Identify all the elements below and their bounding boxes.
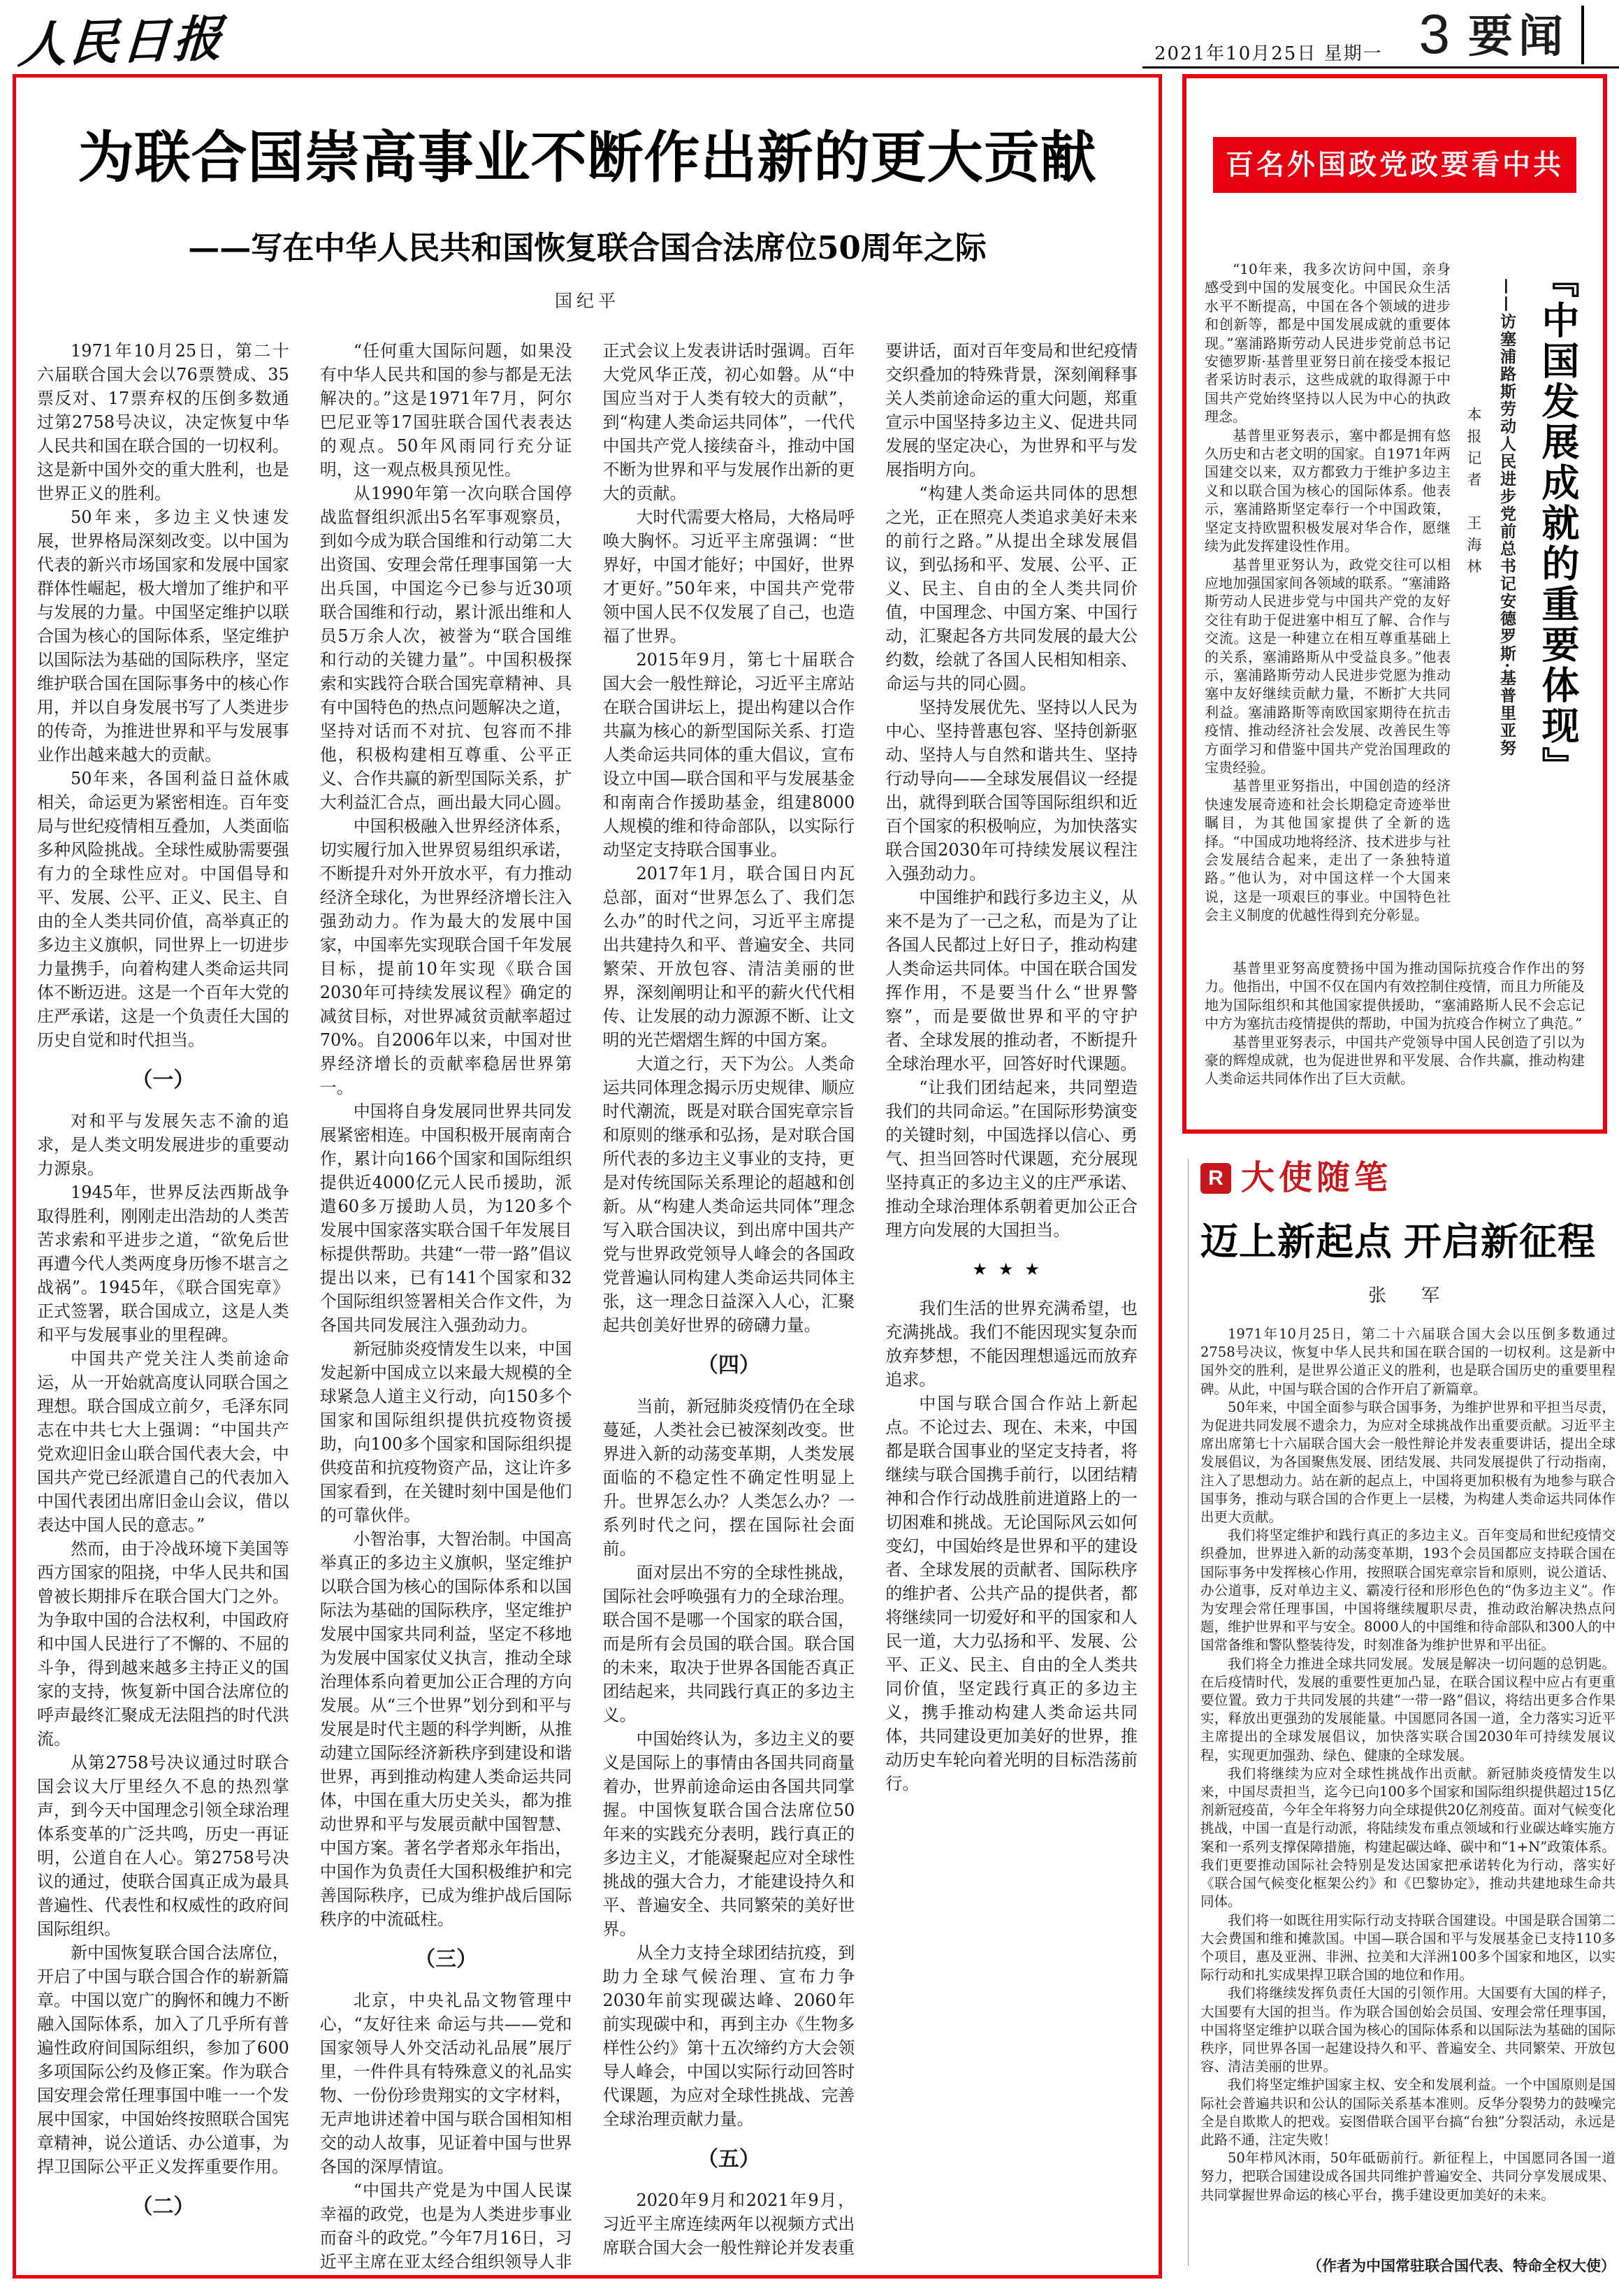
essay-label xyxy=(1200,1162,1616,1195)
page-section-label: 要闻 xyxy=(1468,11,1569,62)
essay-author: 张 军 xyxy=(1367,1285,1448,1306)
paragraph: 2015年9月，第七十届联合国大会一般性辩论，习近平主席站在联合国讲坛上，提出构建以合作共赢为核心的新型国际关系、打造人类命运共同体的重大倡议，宣布设立中国—联合国和平与发展基金和南南合作援助基金，组建8000人规模的维和待命部队，以实际行动坚定支持联合国事业。 xyxy=(602,650,855,860)
section-marker: （二） xyxy=(131,2195,195,2219)
paragraph: 基普里亚努高度赞扬中国为推动国际抗疫合作作出的努力。他指出，中国不仅在国内有效控制住疫情，而且力所能及地为国际组织和其他国家提供援助，“塞浦路斯人民不会忘记中方为塞抗击疫情提供的帮助，中国为抗疫合作树立了典范。” xyxy=(1205,960,1585,1032)
pagehead xyxy=(1419,4,1596,64)
paragraph: 我们将继续为应对全球性挑战作出贡献。新冠肺炎疫情发生以来，中国尽责担当，迄今已向100多个国家和国际组织提供超过15亿剂新冠疫苗，今年全年将努力向全球提供20亿剂疫苗。面对气候变化挑战，中国一直是行动派，将陆续发布重点领域和行业碳达峰实施方案和一系列支撑保障措施，构建起碳达峰、碳中和“1+N”政策体系。我们更要推动国际社会特别是发达国家把承诺转化为行动，落实好《联合国气候变化框架公约》和《巴黎协定》，推动共建地球生命共同体。 xyxy=(1200,1765,1616,1910)
paragraph: 中国积极融入世界经济体系，切实履行加入世界贸易组织承诺，不断提升对外开放水平，有力推动经济全球化，为世界经济增长注入强劲动力。作为最大的发展中国家，中国率先实现联合国千年发展目标，提前10年实现《联合国2030年可持续发展议程》确定的减贫目标，对世界减贫贡献率超过70%。自2006年以来，中国对世界经济增长的贡献率稳居世界第一。 xyxy=(319,816,572,1097)
masthead-logo: 人民日报 xyxy=(16,8,226,75)
paragraph: 1971年10月25日，第二十六届联合国大会以76票赞成、35票反对、17票弃权的压倒多数通过第2758号决议，决定恢复中华人民共和国在联合国的一切权利。这是新中国外交的重大胜利，也是世界正义的胜利。 xyxy=(37,341,289,503)
paragraph: “构建人类命运共同体的思想之光，正在照亮人类追求美好未来的前行之路。”从提出全球发展倡议，到弘扬和平、发展、公平、正义、民主、自由的全人类共同价值，中国理念、中国方案、中国行动，汇聚起各方共同发展的最大公约数，绘就了各国人民相知相亲、命运与共的同心圆。 xyxy=(885,484,1138,693)
main-byline: 国纪平 xyxy=(554,291,620,311)
party-views-vertical-title-block xyxy=(1463,260,1585,945)
paragraph: 1945年，世界反法西斯战争取得胜利，刚刚走出浩劫的人类苦苦求索和平进步之道，“欲免后世再遭今代人类两度身历惨不堪言之战祸”。1945年，《联合国宪章》正式签署，联合国成立，这是人类和平与发展事业的里程碑。 xyxy=(37,1183,289,1345)
page-number: 3 xyxy=(1418,3,1450,65)
paragraph: 北京，中央礼品文物管理中心，“友好往来 命运与共——党和国家领导人外交活动礼品展”展厅里，一件件具有特殊意义的礼品实物、一份份珍贵翔实的文字材料，无声地讲述着中国与联合国相知相交的动人故事，见证着中国与世界各国的深厚情谊。 xyxy=(319,1991,572,2176)
section-marker: （三） xyxy=(414,1947,478,1972)
party-views-banner: 百名外国政党政要看中共 xyxy=(1213,137,1576,193)
paragraph: “让我们团结起来，共同塑造我们的共同命运。”在国际形势演变的关键时刻，中国选择以信心、勇气、担当回答时代课题，充分展现坚持真正的多边主义的庄严承诺、推动全球治理体系朝着更加公正合理方向发展的大国担当。 xyxy=(885,1078,1138,1240)
paragraph: 基普里亚努表示，中国共产党领导中国人民创造了引以为豪的辉煌成就，也为促进世界和平发展、合作共赢，推动构建人类命运共同体作出了巨大贡献。 xyxy=(1205,1033,1585,1088)
paragraph: 基普里亚努认为，政党交往可以相应地加强国家间各领域的联系。“塞浦路斯劳动人民进步党与中国共产党的友好交往有助于促进塞中相互了解、合作与交流。这是一种建立在相互尊重基础上的关系，塞浦路斯从中受益良多。”他表示，塞浦路斯劳动人民进步党愿为推动塞中友好继续贡献力量，不断扩大共同利益。塞浦路斯等南欧国家期待在抗击疫情、推动经济社会发展、改善民生等方面学习和借鉴中国共产党治国理政的宝贵经验。 xyxy=(1205,556,1451,776)
paragraph: 然而，由于冷战环境下美国等西方国家的阻挠，中华人民共和国曾被长期排斥在联合国大门之外。为争取中国的合法权利，中国政府和中国人民进行了不懈的、不屈的斗争，得到越来越多主持正义的国家的支持，恢复新中国合法席位的呼声最终汇聚成无法阻挡的时代洪流。 xyxy=(37,1539,289,1749)
paragraph: 中国将自身发展同世界共同发展紧密相连。中国积极开展南南合作，累计向166个国家和国际组织提供近4000亿元人民币援助，派遣60多万援助人员，为120多个发展中国家落实联合国千年发展目标提供帮助。共建“一带一路”倡议提出以来，已有141个国家和32个国际组织签署相关合作文件，为各国共同发展注入强劲动力。 xyxy=(319,1102,572,1335)
page-corner-mark xyxy=(1581,6,1595,64)
paragraph: 基普里亚努指出，中国创造的经济快速发展奇迹和社会长期稳定奇迹举世瞩目，为其他国家提供了全新的选择。“中国成功地将经济、技术进步与社会发展结合起来，走出了一条独特道路。”他认为，对中国这样一个大国来说，这是一项艰巨的事业。中国特色社会主义制度的优越性得到充分彰显。 xyxy=(1205,777,1451,924)
column-divider-rule xyxy=(1188,1159,1189,2266)
vertical-subtitle: ——访塞浦路斯劳动人民进步党前总书记安德罗斯·基普里亚努 xyxy=(1497,278,1516,758)
vertical-byline: 本报记者 王海林 xyxy=(1465,407,1482,580)
paragraph: 1971年10月25日，第二十六届联合国大会以压倒多数通过2758号决议，恢复中华人民共和国在联合国的一切权利。这是新中国外交的胜利，是世界公道正义的胜利，也是联合国历史的重要里程碑。从此，中国与联合国的合作开启了新篇章。 xyxy=(1200,1326,1616,1397)
party-views-main xyxy=(1205,260,1585,949)
paragraph: 50年来，中国全面参与联合国事务，为维护世界和平担当尽责，为促进共同发展不遗余力，为应对全球挑战作出重要贡献。习近平主席出席第七十六届联合国大会一般性辩论并发表重要讲话，提出全球发展倡议，为各国聚焦发展、团结发展、共同发展提供了行动指南，注入了思想动力。站在新的起点上，中国将更加积极有为地参与联合国事务，推动与联合国的合作更上一层楼，为构建人类命运共同体作出更大贡献。 xyxy=(1200,1399,1616,1526)
paragraph: 我们将一如既往用实际行动支持联合国建设。中国是联合国第二大会费国和维和摊款国。中国—联合国和平与发展基金已支持110多个项目，惠及亚洲、非洲、拉美和大洋洲100多个国家和地区，以实际行动和扎实成果捍卫联合国的地位和作用。 xyxy=(1200,1912,1616,1984)
paragraph: “10年来，我多次访问中国，亲身感受到中国的发展变化。中国民众生活水平不断提高，中国在各个领域的进步和创新等，都是中国发展成就的重要体现。”塞浦路斯劳动人民进步党前总书记安德罗斯·基普里亚努日前在接受本报记者采访时表示，这些成就的取得源于中国共产党始终坚持以人民为中心的执政理念。 xyxy=(1205,261,1451,426)
paragraph: 大道之行，天下为公。人类命运共同体理念揭示历史规律、顺应时代潮流，既是对联合国宪章宗旨和原则的继承和弘扬，是对联合国所代表的多边主义事业的支持，更是对传统国际关系理论的超越和创新。从“构建人类命运共同体”理念写入联合国决议，到出席中国共产党与世界政党领导人峰会的各国政党普遍认同构建人类命运共同体主张，这一理念日益深入人心，汇聚起共创美好世界的磅礴力量。 xyxy=(602,1054,855,1335)
paragraph: 我们将坚定维护和践行真正的多边主义。百年变局和世纪疫情交织叠加，世界进入新的动荡变革期，193个会员国都应支持联合国在国际事务中发挥核心作用，按照联合国宪章宗旨和原则，说公道话、办公道事，反对单边主义、霸凌行径和形形色色的“伪多边主义”。作为安理会常任理事国，中国将继续履职尽责，推动政治解决热点问题，维护世界和平与安全。8000人的中国维和待命部队和300人的中国常备维和警队整装待发，时刻准备为维护世界和平出征。 xyxy=(1200,1527,1616,1654)
paragraph: 基普里亚努表示，塞中都是拥有悠久历史和古老文明的国家。自1971年两国建交以来，双方都致力于维护多边主义和以联合国为核心的国际体系。他表示，塞浦路斯坚定奉行一个中国政策，坚定支持欧盟积极发展对华合作，愿继续为此发挥建设性作用。 xyxy=(1205,426,1451,555)
essay-author-note: （作者为中国常驻联合国代表、特命全权大使） xyxy=(1307,2258,1616,2274)
party-views-text-column xyxy=(1205,260,1451,949)
paragraph: 中国共产党关注人类前途命运，从一开始就高度认同联合国之理想。联合国成立前夕，毛泽东同志在中共七大上强调：“中国共产党欢迎旧金山联合国代表大会，中国共产党已经派遣自己的代表加入中国代表团出席旧金山会议，借以表达中国人民的意志。” xyxy=(37,1349,289,1535)
paragraph: 50年栉风沐雨，50年砥砺前行。新征程上，中国愿同各国一道努力，把联合国建设成各国共同维护普遍安全、共同分享发展成果、共同掌握世界命运的核心平台，携手建设更加美好的未来。 xyxy=(1200,2150,1616,2203)
paragraph: 从1990年第一次向联合国停战监督组织派出5名军事观察员，到如今成为联合国维和行动第二大出资国、安理会常任理事国第一大出兵国，中国迄今已参与近30项联合国维和行动，累计派出维和人员5万余人次，被誉为“联合国维和行动的关键力量”。中国积极探索和实践符合联合国宪章精神、具有中国特色的热点问题解决之道，坚持对话而不对抗、包容而不排他，积极构建相互尊重、公平正义、合作共赢的新型国际关系，扩大利益汇合点，画出最大同心圆。 xyxy=(319,484,572,812)
paragraph: 中国与联合国合作站上新起点。不论过去、现在、未来，中国都是联合国事业的坚定支持者，将继续与联合国携手前行，以团结精神和合作行动战胜前进道路上的一切困难和挑战。无论国际风云如何变幻，中国始终是世界和平的建设者、全球发展的贡献者、国际秩序的维护者、公共产品的提供者，都将继续同一切爱好和平的国家和人民一道，大力弘扬和平、发展、公平、正义、民主、自由的全人类共同价值，坚定践行真正的多边主义，携手推动构建人类命运共同体，共同建设更加美好的世界，推动历史车轮向着光明的目标浩荡前行。 xyxy=(885,1394,1138,1793)
paragraph: 大时代需要大格局，大格局呼唤大胸怀。习近平主席强调：“世界好，中国才能好；中国好，世界才更好。”50年来，中国共产党带领中国人民不仅发展了自己，也造福了世界。 xyxy=(602,507,855,646)
paragraph: 新冠肺炎疫情发生以来，中国发起新中国成立以来最大规模的全球紧急人道主义行动，向150多个国家和国际组织提供抗疫物资援助，向100多个国家和国际组织提供疫苗和抗疫物资产品，这让许多国家看到，在关键时刻中国是他们的可靠伙伴。 xyxy=(319,1339,572,1525)
main-article-body xyxy=(37,339,1138,2274)
paragraph: 我们将坚定维护国家主权、安全和发展利益。一个中国原则是国际社会普遍共识和公认的国际关系基本准则。反华分裂势力的鼓噪完全是自欺欺人的把戏。妄图借联合国平台搞“台独”分裂活动，永远是此路不通，注定失败！ xyxy=(1200,2077,1616,2148)
main-article-box xyxy=(13,74,1162,2279)
paragraph: 我们将继续发挥负责任大国的引领作用。大国要有大国的样子，大国要有大国的担当。作为联合国创始会员国、安理会常任理事国，中国将坚定维护以联合国为核心的国际体系和以国际法为基础的国际秩序，同世界各国一起建设持久和平、普遍安全、共同繁荣、开放包容、清洁美丽的世界。 xyxy=(1200,1985,1616,2075)
paragraph: 2017年1月，联合国日内瓦总部，面对“世界怎么了、我们怎么办”的时代之问，习近平主席提出共建持久和平、普遍安全、共同繁荣、开放包容、清洁美丽的世界，深刻阐明让和平的薪火代代相传、让发展的动力源源不断、让文明的光芒熠熠生辉的中国方案。 xyxy=(602,864,855,1050)
section-marker: （四） xyxy=(697,1353,760,1378)
paragraph: 对和平与发展矢志不渝的追求，是人类文明发展进步的重要动力源泉。 xyxy=(37,1111,289,1178)
rmrb-r-logo-icon: R xyxy=(1200,1163,1231,1194)
vertical-headline: 『中国发展成就的重要体现』 xyxy=(1537,260,1578,787)
paragraph: 50年来，各国利益日益休戚相关，命运更为紧密相连。百年变局与世纪疫情相互叠加，人类面临多种风险挑战。全球性威胁需要强有力的全球性应对。中国倡导和平、发展、公平、正义、民主、自由的全人类共同价值，高举真正的多边主义旗帜，同世界上一切进步力量携手，向着构建人类命运共同体不断迈进。这是一个百年大党的庄严承诺，这是一个负责任大国的历史自觉和时代担当。 xyxy=(37,769,289,1050)
paragraph: 中国维护和践行多边主义，从来不是为了一己之私，而是为了让各国人民都过上好日子，推动构建人类命运共同体。中国在联合国发挥作用，不是要当什么“世界警察”，而是要做世界和平的守护者、全球发展的推动者，不断提升全球治理水平，回答好时代课题。 xyxy=(885,888,1138,1074)
party-views-wide-text xyxy=(1205,959,1585,1109)
paragraph: 新中国恢复联合国合法席位，开启了中国与联合国合作的崭新篇章。中国以宽广的胸怀和魄力不断融入国际体系，加入了几乎所有普遍性政府间国际组织，参加了600多项国际公约及修正案。作为联合国安理会常任理事国中唯一一个发展中国家，中国始终按照联合国宪章精神，说公道话、办公道事，为捍卫国际公平正义发挥重要作用。 xyxy=(37,1943,289,2176)
section-marker: （一） xyxy=(131,1068,195,1092)
paragraph: 当前，新冠肺炎疫情仍在全球蔓延，人类社会已被深刻改变。世界进入新的动荡变革期，人类发展面临的不稳定性不确定性明显上升。世界怎么办？人类怎么办？一系列时代之问，摆在国际社会面前。 xyxy=(602,1396,855,1559)
paragraph: 2020年9月和2021年9月，习近平主席连续两年以视频方式出席联合国大会一般性辩论并发表重要讲话，面对百年变局和世纪疫情交织叠加的特殊背景，深刻阐释事关人类前途命运的重大问题，郑重宣示中国坚持多边主义、促进共同发展的坚定决心，为世界和平与发展指明方向。 xyxy=(602,341,1138,2258)
section-marker: （五） xyxy=(697,2147,760,2172)
paragraph: 从全力支持全球团结抗疫，到助力全球气候治理、宣布力争2030年前实现碳达峰、2060年前实现碳中和，再到主办《生物多样性公约》第十五次缔约方大会领导人峰会，中国以实际行动回答时代课题，为应对全球性挑战、完善全球治理贡献力量。 xyxy=(602,1943,855,2129)
essay-headline: 迈上新起点 开启新征程 xyxy=(1200,1221,1597,1263)
paragraph: 我们生活的世界充满希望，也充满挑战。我们不能因现实复杂而放弃梦想，不能因理想遥远而放弃追求。 xyxy=(885,1299,1138,1389)
paragraph: 我们将全力推进全球共同发展。发展是解决一切问题的总钥匙。在后疫情时代，发展的重要性更加凸显，在联合国议程中应占有更重要位置。致力于共同发展的共建“一带一路”倡议，将结出更多合作果实，释放出更强劲的发展能量。中国愿同各国一道，全力落实习近平主席提出的全球发展倡议，加快落实联合国2030年可持续发展议程，实现更加强劲、绿色、健康的全球发展。 xyxy=(1200,1655,1616,1763)
star-separator: ★★★ xyxy=(972,1259,1051,1279)
masthead-rule xyxy=(1142,66,1619,68)
paragraph: “中国共产党是为中国人民谋幸福的政党，也是为人类进步事业而奋斗的政党。”今年7月16日，习近平主席在亚太经合组织领导人非正式会议上发表讲话时强调。百年大党风华正茂，初心如磐。从“中国应当对于人类有较大的贡献”，到“构建人类命运共同体”，一代代中国共产党人接续奋斗，推动中国不断为世界和平与发展作出新的更大的贡献。 xyxy=(319,341,855,2272)
main-headline: 为联合国崇高事业不断作出新的更大贡献 xyxy=(78,127,1097,189)
party-views-box xyxy=(1182,74,1607,1134)
paragraph: “任何重大国际问题，如果没有中华人民共和国的参与都是无法解决的。”这是1971年7月，阿尔巴尼亚等17国驻联合国代表表达的观点。50年风雨同行充分证明，这一观点极具预见性。 xyxy=(319,341,572,479)
ambassador-essay xyxy=(1200,1162,1616,2276)
essay-label-text: 大使随笔 xyxy=(1241,1160,1393,1197)
paragraph: 坚持发展优先、坚持以人民为中心、坚持普惠包容、坚持创新驱动、坚持人与自然和谐共生、坚持行动导向——全球发展倡议一经提出，就得到联合国等国际组织和近百个国家的积极响应，为加快落实联合国2030年可持续发展议程注入强劲动力。 xyxy=(885,698,1138,883)
main-subhead: ——写在中华人民共和国恢复联合国合法席位50周年之际 xyxy=(188,229,987,266)
paragraph: 中国始终认为，多边主义的要义是国际上的事情由各国共同商量着办，世界前途命运由各国共同掌握。中国恢复联合国合法席位50年来的实践充分表明，践行真正的多边主义，才能凝聚起应对全球性挑战的强大合力，才能建设持久和平、普遍安全、共同繁荣的美好世界。 xyxy=(602,1729,855,1939)
masthead-date: 2021年10月25日 星期一 xyxy=(1154,43,1383,64)
paragraph: 面对层出不穷的全球性挑战，国际社会呼唤强有力的全球治理。联合国不是哪一个国家的联合国，而是所有会员国的联合国。联合国的未来，取决于世界各国能否真正团结起来，共同践行真正的多边主义。 xyxy=(602,1563,855,1725)
paragraph: 50年来，多边主义快速发展，世界格局深刻改变。以中国为代表的新兴市场国家和发展中国家群体性崛起，极大增加了维护和平与发展的力量。中国坚定维护以联合国为核心的国际体系，坚定维护以国际法为基础的国际秩序，坚定维护联合国在国际事务中的核心作用，并以自身发展书写了人类进步的传奇，为推进世界和平与发展事业作出越来越大的贡献。 xyxy=(37,507,289,765)
paragraph: 从第2758号决议通过时联合国会议大厅里经久不息的热烈掌声，到今天中国理念引领全球治理体系变革的广泛共鸣，历史一再证明，公道自在人心。第2758号决议的通过，使联合国真正成为最具普遍性、代表性和权威性的政府间国际组织。 xyxy=(37,1753,289,1939)
paragraph: 小智治事，大智治制。中国高举真正的多边主义旗帜，坚定维护以联合国为核心的国际体系和以国际法为基础的国际秩序，坚定维护发展中国家共同利益，坚定不移地为发展中国家仗义执言，推动全球治理体系向着更加公正合理的方向发展。从“三个世界”划分到和平与发展是时代主题的科学判断，从推动建立国际经济新秩序到建设和谐世界，再到推动构建人类命运共同体，中国在重大历史关头，都为推动世界和平与发展贡献中国智慧、中国方案。著名学者郑永年指出，中国作为负责任大国积极维护和完善国际秩序，已成为维护战后国际秩序的中流砥柱。 xyxy=(319,1529,572,1929)
essay-body xyxy=(1200,1325,1616,2249)
